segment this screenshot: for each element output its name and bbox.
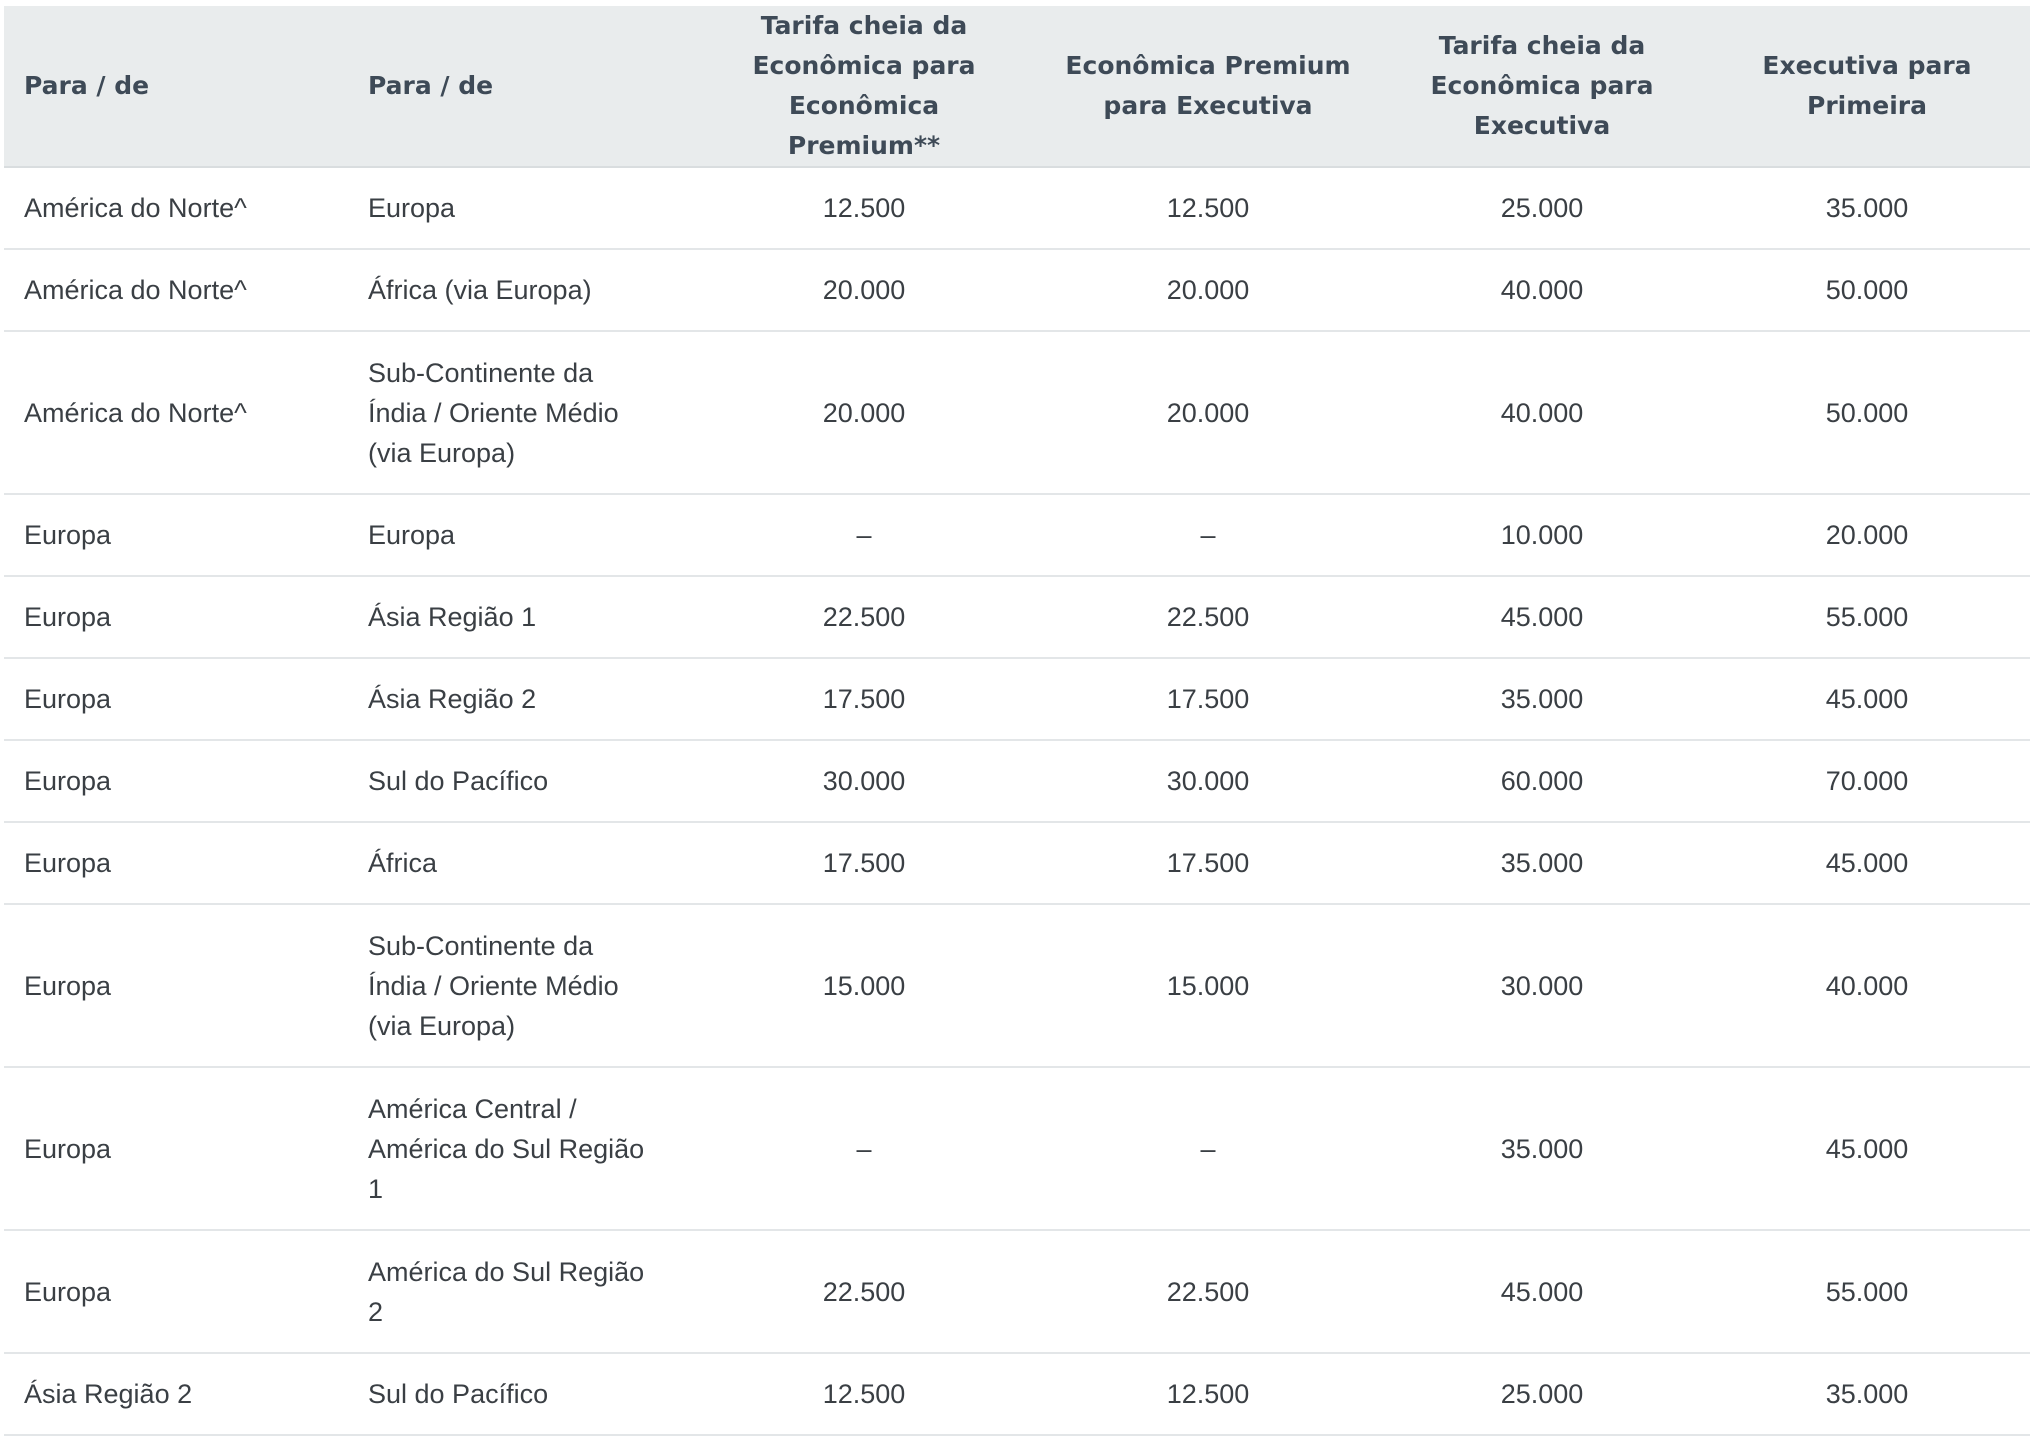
cell-eco-to-premium: – — [692, 494, 1036, 576]
cell-from: América do Norte^ — [4, 249, 348, 331]
cell-eco-to-premium: 20.000 — [692, 249, 1036, 331]
cell-from: Ásia Região 2 — [4, 1353, 348, 1435]
cell-premium-to-business: – — [1036, 494, 1380, 576]
table-header — [4, 6, 2030, 167]
cell-eco-to-business: 10.000 — [1380, 494, 1704, 576]
cell-premium-to-business: 22.500 — [1036, 576, 1380, 658]
cell-business-to-first: 45.000 — [1704, 1067, 2030, 1230]
cell-eco-to-premium: 15.000 — [692, 904, 1036, 1067]
cell-to: Ásia Região 1 — [348, 576, 692, 658]
cell-to: Sub-Continente da Índia / Oriente Médio (via Europa) — [348, 331, 692, 494]
cell-premium-to-business: 30.000 — [1036, 740, 1380, 822]
cell-eco-to-premium: 17.500 — [692, 658, 1036, 740]
cell-from: Europa — [4, 658, 348, 740]
cell-premium-to-business: 12.500 — [1036, 1353, 1380, 1435]
cell-eco-to-business: 25.000 — [1380, 1353, 1704, 1435]
cell-eco-to-premium: 22.500 — [692, 576, 1036, 658]
cell-from: Europa — [4, 822, 348, 904]
cell-business-to-first: 70.000 — [1704, 740, 2030, 822]
header-from: Para / de — [4, 6, 348, 167]
cell-from: Europa — [4, 904, 348, 1067]
cell-eco-to-business: 30.000 — [1380, 904, 1704, 1067]
cell-to: Sub-Continente da Índia / Oriente Médio (via Europa) — [348, 904, 692, 1067]
cell-business-to-first: 20.000 — [1704, 494, 2030, 576]
table-row — [4, 1353, 2030, 1435]
cell-business-to-first: 55.000 — [1704, 1230, 2030, 1353]
header-premium-to-business: Econômica Premium para Executiva — [1036, 6, 1380, 167]
header-business-to-first: Executiva para Primeira — [1704, 6, 2030, 167]
table-row — [4, 658, 2030, 740]
cell-eco-to-premium: 20.000 — [692, 331, 1036, 494]
table-row — [4, 167, 2030, 249]
header-row — [4, 6, 2030, 167]
cell-to: Europa — [348, 167, 692, 249]
table-row — [4, 1230, 2030, 1353]
cell-eco-to-premium: 22.500 — [692, 1230, 1036, 1353]
cell-from: Europa — [4, 576, 348, 658]
header-to: Para / de — [348, 6, 692, 167]
upgrade-miles-table-container — [4, 6, 2030, 1436]
cell-to: África — [348, 822, 692, 904]
cell-eco-to-business: 45.000 — [1380, 1230, 1704, 1353]
cell-business-to-first: 45.000 — [1704, 658, 2030, 740]
cell-from: Europa — [4, 1230, 348, 1353]
cell-eco-to-premium: – — [692, 1067, 1036, 1230]
upgrade-miles-table — [4, 6, 2030, 1436]
header-eco-to-premium: Tarifa cheia da Econômica para Econômica Premium** — [692, 6, 1036, 167]
header-eco-to-business: Tarifa cheia da Econômica para Executiva — [1380, 6, 1704, 167]
cell-eco-to-premium: 12.500 — [692, 1353, 1036, 1435]
cell-eco-to-business: 35.000 — [1380, 822, 1704, 904]
table-body — [4, 167, 2030, 1435]
table-row — [4, 576, 2030, 658]
cell-business-to-first: 50.000 — [1704, 331, 2030, 494]
cell-eco-to-premium: 17.500 — [692, 822, 1036, 904]
table-row — [4, 740, 2030, 822]
cell-from: América do Norte^ — [4, 167, 348, 249]
cell-eco-to-business: 35.000 — [1380, 658, 1704, 740]
cell-premium-to-business: 17.500 — [1036, 822, 1380, 904]
cell-eco-to-business: 35.000 — [1380, 1067, 1704, 1230]
cell-to: Ásia Região 2 — [348, 658, 692, 740]
cell-from: Europa — [4, 740, 348, 822]
table-row — [4, 1067, 2030, 1230]
table-row — [4, 494, 2030, 576]
cell-from: Europa — [4, 1067, 348, 1230]
cell-to: América Central / América do Sul Região 1 — [348, 1067, 692, 1230]
cell-to: Europa — [348, 494, 692, 576]
cell-eco-to-premium: 30.000 — [692, 740, 1036, 822]
cell-to: Sul do Pacífico — [348, 740, 692, 822]
cell-from: América do Norte^ — [4, 331, 348, 494]
cell-business-to-first: 35.000 — [1704, 1353, 2030, 1435]
cell-premium-to-business: 15.000 — [1036, 904, 1380, 1067]
cell-to: América do Sul Região 2 — [348, 1230, 692, 1353]
cell-to: Sul do Pacífico — [348, 1353, 692, 1435]
cell-business-to-first: 35.000 — [1704, 167, 2030, 249]
cell-premium-to-business: 20.000 — [1036, 331, 1380, 494]
cell-eco-to-business: 25.000 — [1380, 167, 1704, 249]
cell-to: África (via Europa) — [348, 249, 692, 331]
cell-eco-to-business: 45.000 — [1380, 576, 1704, 658]
cell-from: Europa — [4, 494, 348, 576]
cell-business-to-first: 50.000 — [1704, 249, 2030, 331]
cell-eco-to-business: 40.000 — [1380, 249, 1704, 331]
cell-premium-to-business: 22.500 — [1036, 1230, 1380, 1353]
cell-business-to-first: 45.000 — [1704, 822, 2030, 904]
table-row — [4, 331, 2030, 494]
table-row — [4, 249, 2030, 331]
cell-eco-to-premium: 12.500 — [692, 167, 1036, 249]
cell-eco-to-business: 60.000 — [1380, 740, 1704, 822]
cell-business-to-first: 55.000 — [1704, 576, 2030, 658]
cell-business-to-first: 40.000 — [1704, 904, 2030, 1067]
table-row — [4, 822, 2030, 904]
cell-eco-to-business: 40.000 — [1380, 331, 1704, 494]
table-row — [4, 904, 2030, 1067]
cell-premium-to-business: 20.000 — [1036, 249, 1380, 331]
cell-premium-to-business: 12.500 — [1036, 167, 1380, 249]
cell-premium-to-business: – — [1036, 1067, 1380, 1230]
cell-premium-to-business: 17.500 — [1036, 658, 1380, 740]
